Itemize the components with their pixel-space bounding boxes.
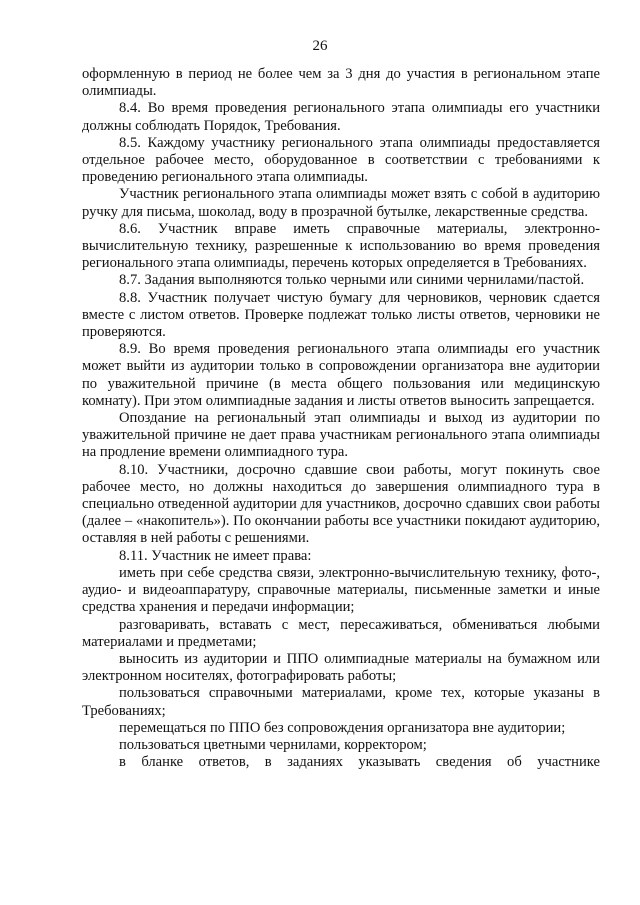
paragraph: 8.10. Участники, досрочно сдавшие свои работы, могут покинуть свое рабочее место, но должны находиться до завершения олимпиадного тура в специально отведенной аудитории для участников, досрочно сдавших свои работы (далее – «накопитель»). По окончании работы все участники покидают аудиторию, оставляя в ней работы с решениями.: [82, 461, 600, 547]
paragraph: оформленную в период не более чем за 3 дня до участия в региональном этапе олимпиады.: [82, 66, 600, 100]
paragraph: пользоваться справочными материалами, кроме тех, которые указаны в Требованиях;: [82, 685, 600, 719]
paragraph: Опоздание на региональный этап олимпиады и выход из аудитории по уважительной причине не дает права участникам регионального этапа олимпиады на продление времени олимпиадного тура.: [82, 410, 600, 461]
paragraph: иметь при себе средства связи, электронно-вычислительную технику, фото-, аудио- и видеоаппаратуру, справочные материалы, письменные заметки и иные средства хранения и передачи информации;: [82, 564, 600, 616]
page-number: 26: [312, 38, 328, 54]
paragraph: 8.11. Участник не имеет права:: [119, 547, 312, 564]
paragraph: 8.7. Задания выполняются только черными или синими чернилами/пастой.: [119, 272, 585, 289]
paragraph: 8.4. Во время проведения регионального этапа олимпиады его участники должны соблюдать Порядок, Требования.: [82, 100, 600, 134]
paragraph: разговаривать, вставать с мест, пересаживаться, обмениваться любыми материалами и предметами;: [82, 616, 600, 650]
paragraph: выносить из аудитории и ППО олимпиадные материалы на бумажном или электронном носителях, фотографировать работы;: [82, 650, 600, 685]
paragraph: 8.9. Во время проведения регионального этапа олимпиады его участник может выйти из аудитории только в сопровождении организатора вне аудитории по уважительной причине (в места общего пользования или медицинскую комнату). При этом олимпиадные задания и листы ответов выносить запрещается.: [82, 341, 600, 409]
paragraph: в бланке ответов, в заданиях указывать сведения об участнике: [119, 754, 600, 771]
paragraph: 8.6. Участник вправе иметь справочные материалы, электронно-вычислительную технику, разрешенные к использованию во время проведения регионального этапа олимпиады, перечень которых определяется в Требованиях.: [82, 220, 600, 272]
paragraph: перемещаться по ППО без сопровождения организатора вне аудитории;: [119, 719, 566, 736]
paragraph: 8.5. Каждому участнику регионального этапа олимпиады предоставляется отдельное рабочее место, оборудованное в соответствии с требованиями к проведению регионального этапа олимпиады.: [82, 134, 600, 186]
paragraph: Участник регионального этапа олимпиады может взять с собой в аудиторию ручку для письма, шоколад, воду в прозрачной бутылке, лекарственные средства.: [82, 186, 600, 220]
paragraph: пользоваться цветными чернилами, корректором;: [119, 736, 427, 753]
paragraph: 8.8. Участник получает чистую бумагу для черновиков, черновик сдается вместе с листом ответов. Проверке подлежат только листы ответов, черновики не проверяются.: [82, 289, 600, 341]
document-body: [82, 66, 600, 771]
